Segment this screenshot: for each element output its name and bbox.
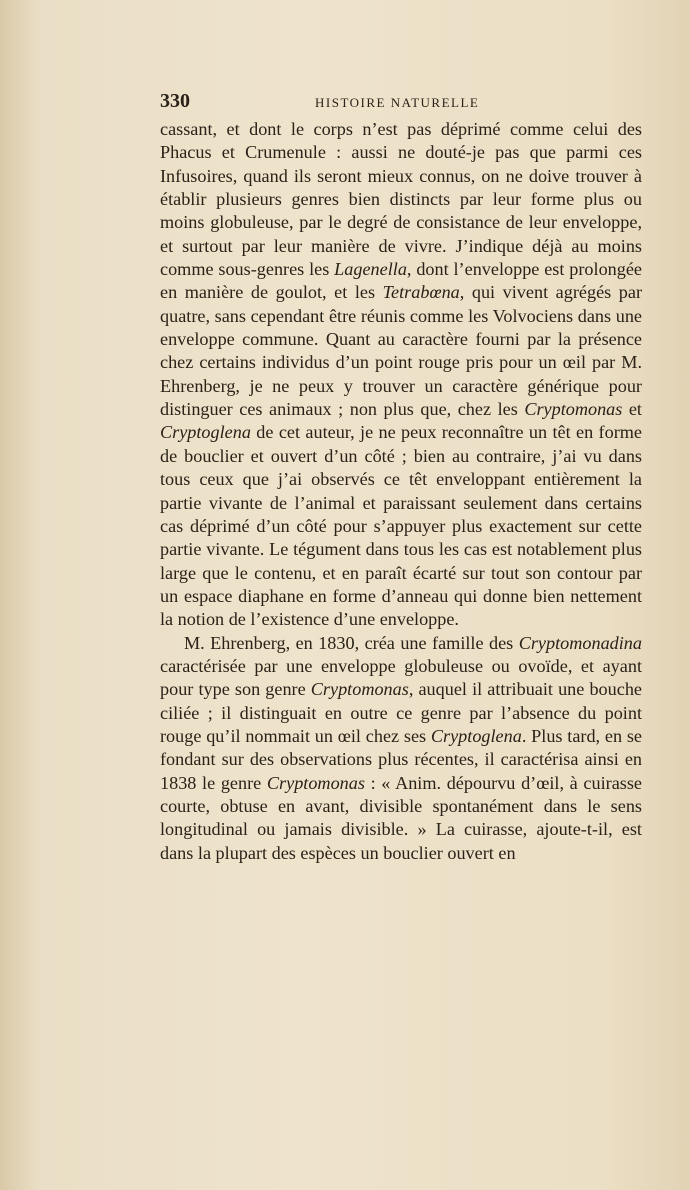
text-run: : « Anim. dépourvu d’œil, à cuirasse courte, obtuse en avant, divisible spontanément dans le sens longitudinal ou jamais divisible. » La cuirasse, ajoute-t-il, est dans la plupart des espèces un bouclier ouvert en <box>160 772 642 863</box>
text-run: caractérisée par une enveloppe globuleuse ou ovoïde, et ayant pour type son genre <box>160 655 642 700</box>
paragraph <box>160 118 642 632</box>
italic-term: Cryptomonas <box>524 399 623 420</box>
italic-term: Cryptomonadina <box>518 632 642 653</box>
italic-term: Cryptomonas <box>266 772 365 793</box>
text-run: et <box>622 399 642 420</box>
italic-term: Cryptoglena <box>430 725 522 746</box>
body-text <box>160 118 642 865</box>
text-run: , auquel il attribuait une bouche ciliée ; il distinguait en outre ce genre par l’absence du point rouge qu’il nommait un œil chez ses <box>160 679 642 746</box>
page-number: 330 <box>160 90 190 112</box>
italic-term: Lagenella <box>334 259 407 280</box>
text-run: . Plus tard, en se fondant sur des observations plus récentes, il caractérisa ainsi en 1838 le genre <box>160 725 642 793</box>
italic-term: Tetrabœna <box>382 282 460 303</box>
text-run: , dont l’enveloppe est prolongée en manière de goulot, et les <box>160 259 642 303</box>
text-run: de cet auteur, je ne peux reconnaître un têt en forme de bouclier et ouvert d’un côté ; bien au contraire, j’ai vu dans tous ceux que j’ai observés ce têt enveloppant entièrement la partie vivante de l’animal et paraissant seulement dans certains cas déprimé d’un côté pour s’appuyer plus exactement sur cette partie vivante. Le tégument dans tous les cas est notablement plus large que le contenu, et en paraît écarté sur tout son contour par un espace diaphane en forme d’anneau qui donne bien nettement la notion de l’existence d’une enveloppe. <box>160 422 642 630</box>
text-run: , qui vivent agrégés par quatre, sans cependant être réunis comme les Volvociens dans une enveloppe commune. Quant au caractère fourni par la présence chez certains individus d’un point rouge pris pour un œil par M. Ehrenberg, je ne peux y trouver un caractère générique pour distinguer ces animaux ; non plus que, chez les <box>160 282 643 420</box>
page-header <box>160 90 642 114</box>
italic-term: Cryptomonas <box>310 679 409 700</box>
running-head: HISTOIRE NATURELLE <box>315 95 480 110</box>
italic-term: Cryptoglena <box>160 422 251 443</box>
text-run: M. Ehrenberg, en 1830, créa une famille des <box>184 632 519 653</box>
paragraph <box>160 632 642 865</box>
text-run: cassant, et dont le corps n’est pas déprimé comme celui des Phacus et Crumenule : aussi ne douté-je pas que parmi ces Infusoires, quand ils seront mieux connus, on ne doive trouver à établir plusieurs genres bien distincts par leur forme plus ou moins globuleuse, par le degré de consistance de leur enveloppe, et surtout par leur manière de vivre. J’indique déjà au moins comme sous-genres les <box>160 119 642 280</box>
